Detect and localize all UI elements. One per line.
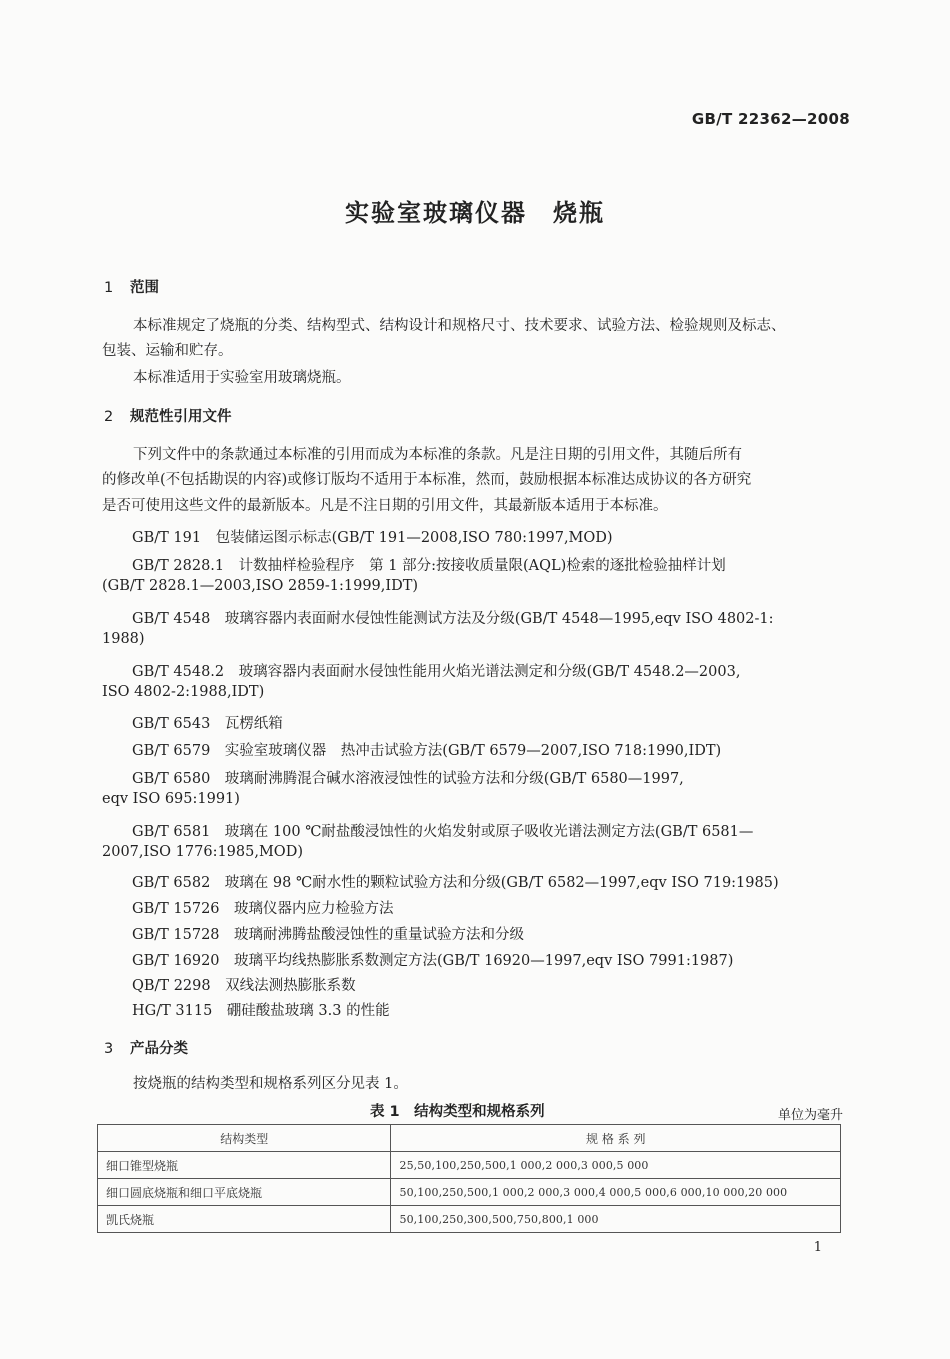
paragraph-line: 本标准规定了烧瓶的分类、结构型式、结构设计和规格尺寸、技术要求、试验方法、检验规则及标志、 [133, 318, 786, 334]
section-number: 1 [104, 280, 114, 296]
table-row [98, 1206, 841, 1233]
structure-type-cell: 凯氏烧瓶 [98, 1206, 391, 1233]
reference-entry-continued: eqv ISO 695:1991) [102, 791, 240, 807]
reference-entry-continued: 2007,ISO 1776:1985,MOD) [102, 844, 303, 860]
paragraph-line: 本标准适用于实验室用玻璃烧瓶。 [133, 370, 351, 386]
specification-table [97, 1124, 841, 1233]
reference-entry-continued: 1988) [102, 631, 145, 647]
spec-series-cell: 50,100,250,500,1 000,2 000,3 000,4 000,5 000,6 000,10 000,20 000 [391, 1179, 841, 1206]
section-title: 规范性引用文件 [130, 409, 232, 425]
table-unit: 单位为毫升 [777, 1108, 843, 1123]
reference-entry: HG/T 3115 硼硅酸盐玻璃 3.3 的性能 [132, 1003, 390, 1019]
section-number: 3 [104, 1041, 114, 1057]
section-title: 范围 [130, 280, 159, 296]
table-header-row [98, 1125, 841, 1152]
reference-entry: GB/T 6579 实验室玻璃仪器 热冲击试验方法(GB/T 6579—2007,ISO 718:1990,IDT) [132, 743, 722, 759]
spec-series-cell: 25,50,100,250,500,1 000,2 000,3 000,5 000 [391, 1152, 841, 1179]
page-title: 实验室玻璃仪器 烧瓶 [345, 199, 605, 227]
standard-code: GB/T 22362—2008 [691, 110, 850, 128]
table-row [98, 1152, 841, 1179]
reference-entry: GB/T 6580 玻璃耐沸腾混合碱水溶液浸蚀性的试验方法和分级(GB/T 6580—1997, [132, 771, 684, 787]
reference-entry: GB/T 4548.2 玻璃容器内表面耐水侵蚀性能用火焰光谱法测定和分级(GB/T 4548.2—2003, [132, 664, 741, 680]
section-title: 产品分类 [130, 1041, 188, 1057]
header-cell-spec-series: 规 格 系 列 [391, 1125, 841, 1152]
paragraph-line: 是否可使用这些文件的最新版本。凡是不注日期的引用文件，其最新版本适用于本标准。 [102, 498, 668, 514]
table-caption: 表 1 结构类型和规格系列 [370, 1104, 545, 1120]
reference-entry-continued: ISO 4802-2:1988,IDT) [102, 684, 265, 700]
reference-entry: QB/T 2298 双线法测热膨胀系数 [132, 978, 356, 994]
spec-series-cell: 50,100,250,300,500,750,800,1 000 [391, 1206, 841, 1233]
reference-entry: GB/T 6582 玻璃在 98 ℃耐水性的颗粒试验方法和分级(GB/T 6582—1997,eqv ISO 719:1985) [132, 875, 779, 891]
reference-entry: GB/T 4548 玻璃容器内表面耐水侵蚀性能测试方法及分级(GB/T 4548—1995,eqv ISO 4802-1: [132, 611, 774, 627]
reference-entry-continued: (GB/T 2828.1—2003,ISO 2859-1:1999,IDT) [102, 578, 419, 594]
paragraph-line: 包装、运输和贮存。 [102, 343, 233, 359]
page-number: 1 [813, 1240, 822, 1255]
structure-type-cell: 细口圆底烧瓶和细口平底烧瓶 [98, 1179, 391, 1206]
section-2-heading [104, 405, 232, 426]
reference-entry: GB/T 6581 玻璃在 100 ℃耐盐酸浸蚀性的火焰发射或原子吸收光谱法测定方法(GB/T 6581— [132, 824, 754, 840]
reference-entry: GB/T 191 包装储运图示标志(GB/T 191—2008,ISO 780:1997,MOD) [132, 530, 613, 546]
reference-entry: GB/T 15726 玻璃仪器内应力检验方法 [132, 901, 394, 917]
reference-entry: GB/T 16920 玻璃平均线热膨胀系数测定方法(GB/T 16920—1997,eqv ISO 7991:1987) [132, 953, 734, 969]
paragraph-line: 按烧瓶的结构类型和规格系列区分见表 1。 [133, 1076, 408, 1092]
structure-type-cell: 细口锥型烧瓶 [98, 1152, 391, 1179]
reference-entry: GB/T 2828.1 计数抽样检验程序 第 1 部分:按接收质量限(AQL)检索的逐批检验抽样计划 [132, 558, 726, 574]
paragraph-line: 下列文件中的条款通过本标准的引用而成为本标准的条款。凡是注日期的引用文件，其随后所有 [133, 447, 742, 463]
table-row [98, 1179, 841, 1206]
reference-entry: GB/T 15728 玻璃耐沸腾盐酸浸蚀性的重量试验方法和分级 [132, 927, 525, 943]
section-1-heading [104, 276, 159, 297]
section-3-heading [104, 1037, 188, 1058]
section-number: 2 [104, 409, 114, 425]
header-cell-structure-type: 结构类型 [98, 1125, 391, 1152]
paragraph-line: 的修改单(不包括勘误的内容)或修订版均不适用于本标准，然而，鼓励根据本标准达成协议的各方研究 [102, 472, 752, 488]
reference-entry: GB/T 6543 瓦楞纸箱 [132, 716, 283, 732]
